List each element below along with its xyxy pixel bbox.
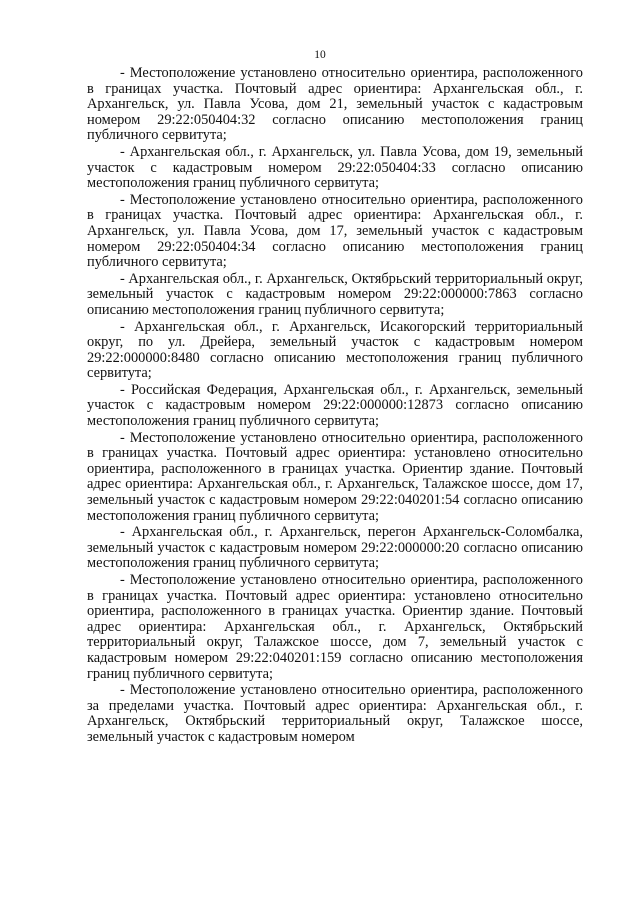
paragraph-easement-3: - Местоположение установлено относительно ориентира, расположенного в границах участка. Почтовый адрес ориентира: Архангельская обл., г. Архангельск, ул. Павла Усова, дом 17, земельный участок с кадастровым номером 29:22:050404:34 согласно описанию местоположения границ публичного сервитута; [87, 191, 583, 271]
paragraph-easement-10: - Местоположение установлено относительно ориентира, расположенного за пределами участка. Почтовый адрес ориентира: Архангельская обл., г. Архангельск, Октябрьский территориальный округ, Талажское шоссе, земельный участок с кадастровым номером [87, 682, 583, 745]
page-number: 10 [314, 49, 326, 61]
paragraph-easement-1: - Местоположение установлено относительно ориентира, расположенного в границах участка. Почтовый адрес ориентира: Архангельская обл., г. Архангельск, ул. Павла Усова, дом 21, земельный участок с кадастровым номером 29:22:050404:32 согласно описанию местоположения границ публичного сервитута; [87, 65, 583, 144]
paragraph-easement-2: - Архангельская обл., г. Архангельск, ул. Павла Усова, дом 19, земельный участок с кадастровым номером 29:22:050404:33 согласно описанию местоположения границ публичного сервитута; [87, 143, 583, 192]
paragraph-easement-6: - Российская Федерация, Архангельская обл., г. Архангельск, земельный участок с кадастровым номером 29:22:000000:12873 согласно описанию местоположения границ публичного сервитута; [87, 381, 583, 430]
document-body [87, 66, 583, 747]
paragraph-easement-7: - Местоположение установлено относительно ориентира, расположенного в границах участка. Почтовый адрес ориентира: установлено относительно ориентира, расположенного в границах участка. Ориентир здание. Почтовый адрес ориентира: Архангельская обл., г. Архангельск, Талажское шоссе, дом 17, земельный участок с кадастровым номером 29:22:040201:54 согласно описанию местоположения границ публичного сервитута; [87, 429, 583, 524]
paragraph-easement-5: - Архангельская обл., г. Архангельск, Исакогорский территориальный округ, по ул. Дрейера, земельный участок с кадастровым номером 29:22:000000:8480 согласно описанию местоположения границ публичного сервитута; [87, 318, 583, 382]
paragraph-easement-4: - Архангельская обл., г. Архангельск, Октябрьский территориальный округ, земельный участок с кадастровым номером 29:22:000000:7863 согласно описанию местоположения границ публичного сервитута; [87, 270, 583, 318]
paragraph-easement-8: - Архангельская обл., г. Архангельск, перегон Архангельск-Соломбалка, земельный участок с кадастровым номером 29:22:000000:20 согласно описанию местоположения границ публичного сервитута; [87, 524, 583, 572]
paragraph-easement-9: - Местоположение установлено относительно ориентира, расположенного в границах участка. Почтовый адрес ориентира: установлено относительно ориентира, расположенного в границах участка. Ориентир здание. Почтовый адрес ориентира: Архангельская обл., г. Архангельск, Октябрьский территориальный округ, Талажское шоссе, дом 7, земельный участок с кадастровым номером 29:22:040201:159 согласно описанию местоположения границ публичного сервитута; [87, 572, 583, 682]
